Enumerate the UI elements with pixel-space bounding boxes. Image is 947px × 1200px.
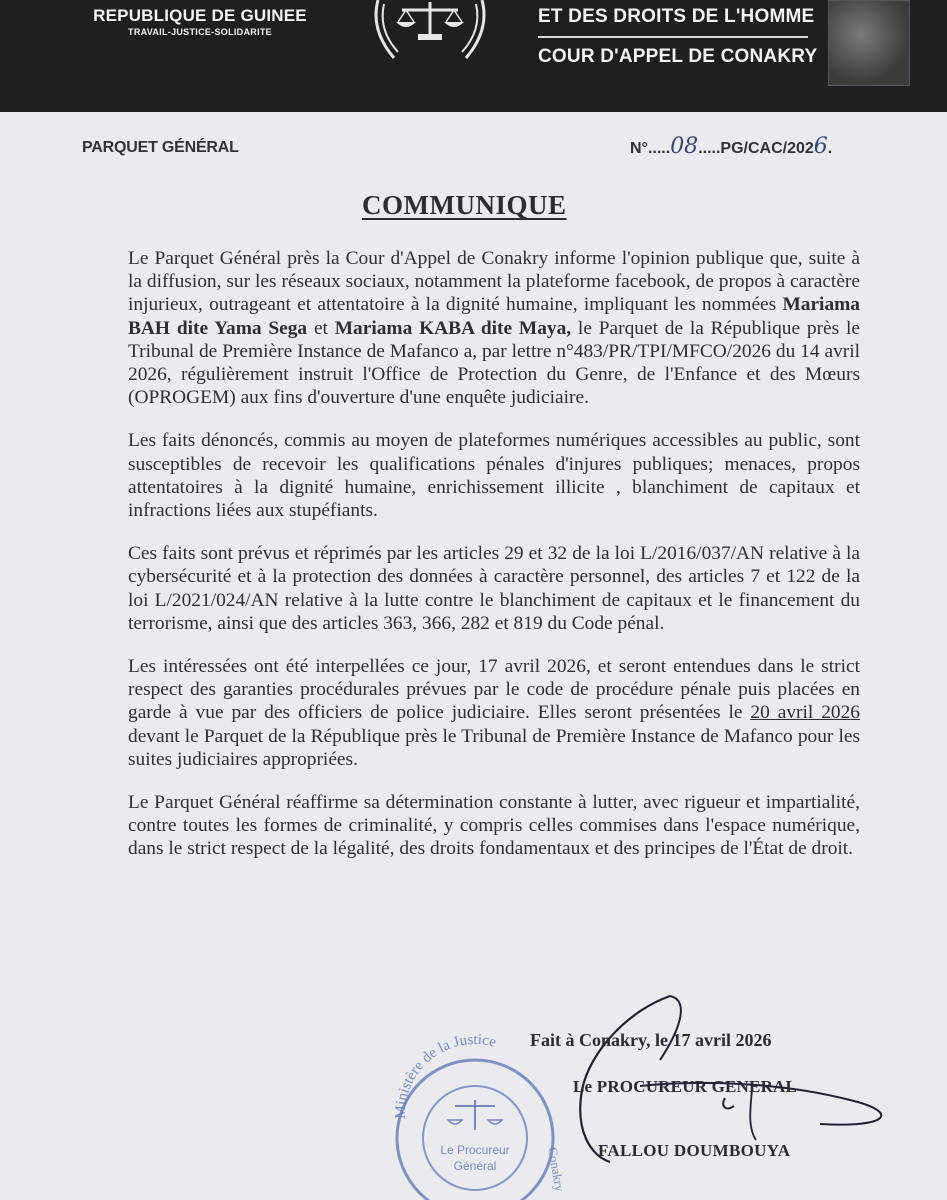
reference-code: PG/CAC/202	[720, 140, 814, 157]
paragraph-4	[128, 655, 860, 771]
stamp-side-text: Conakry	[545, 1145, 568, 1193]
handwritten-signature	[520, 990, 920, 1162]
person-name-1: Mariama BAH dite Yama Sega	[128, 294, 860, 339]
reference-number	[630, 134, 832, 159]
paragraph-1-text-end: le Parquet de la République près le Tribunal de Première Instance de Mafanco a, par lettre n°483/PR/TPI/MFCO/2026 du 14 avril 2026, régulièrement instruit l'Office de Protection du Genre, de l'Enfance et des Mœurs (OPROGEM) aux fins d'ouverture d'une enquête judiciaire.	[128, 317, 860, 409]
hearing-date: 20 avril 2026	[750, 702, 860, 724]
paragraph-1-text: Le Parquet Général près la Cour d'Appel de Conakry informe l'opinion publique que, suite à la diffusion, sur les réseaux sociaux, notamment la plateforme facebook, de propos à caractère injurieux, outrageant et attentatoire à la dignité humaine, impliquant les nommées	[128, 248, 860, 316]
letterhead-institution-block	[538, 6, 838, 68]
paragraph-1-joiner: et	[307, 317, 335, 339]
reference-handwritten-year: 6	[813, 134, 828, 159]
letterhead-band	[0, 0, 947, 112]
reference-dots: .	[827, 140, 833, 157]
issuing-office: PARQUET GÉNÉRAL	[82, 139, 239, 156]
scales-of-justice-emblem-icon	[360, 0, 500, 68]
paragraph-3: Ces faits sont prévus et réprimés par les articles 29 et 32 de la loi L/2016/037/AN relative à la cybersécurité et à la protection des données à caractère personnel, des articles 7 et 122 de la loi L/2021/024/AN relative à la lutte contre le blanchiment de capitaux et le financement du terrorisme, ainsi que des articles 363, 366, 282 et 819 du Code pénal.	[128, 543, 860, 634]
country-name: REPUBLIQUE DE GUINEE	[93, 6, 307, 25]
person-name-2: Mariama KABA dite Maya,	[334, 317, 572, 339]
stamp-inner-text-2: Général	[453, 1159, 497, 1173]
stamp-ring-text: Ministère de la Justice	[392, 1031, 498, 1119]
reference-dots: .....	[647, 140, 671, 157]
paragraph-4-text: Les intéressées ont été interpellées ce jour, 17 avril 2026, et seront entendues dans le strict respect des garanties procédurales prévues par le code de procédure pénale puis placées en garde à vue par des officiers de police judiciaire. Elles seront présentées le	[128, 656, 860, 724]
letterhead-photo	[828, 0, 910, 86]
national-motto: TRAVAIL-JUSTICE-SOLIDARITE	[128, 27, 272, 37]
signatory-name: FALLOU DOUMBOUYA	[598, 1141, 791, 1160]
reference-prefix: N°	[630, 140, 648, 157]
ministry-name: ET DES DROITS DE L'HOMME	[538, 6, 815, 27]
letterhead-divider	[538, 36, 808, 38]
document-title: COMMUNIQUE	[362, 190, 567, 220]
place-and-date: Fait à Conakry, le 17 avril 2026	[530, 1030, 772, 1050]
paragraph-2: Les faits dénoncés, commis au moyen de plateformes numériques accessibles au public, sont susceptibles de recevoir les qualifications pénales d'injures publiques; menaces, propos attentatoires à la dignité humaine, enrichissement illicite , blanchiment de capitaux et infractions liées aux stupéfiants.	[128, 430, 860, 522]
reference-handwritten-number: 08	[670, 134, 699, 159]
court-name: COUR D'APPEL DE CONAKRY	[538, 46, 818, 67]
communique-body	[128, 247, 860, 881]
stamp-inner-text-1: Le Procureur	[440, 1143, 510, 1157]
paragraph-4-text-end: devant le Parquet de la République près le Tribunal de Première Instance de Mafanco pour les suites judiciaires appropriées.	[128, 725, 860, 770]
reference-dots: .....	[698, 140, 721, 157]
paragraph-1	[128, 247, 860, 409]
letterhead-country-block	[70, 6, 330, 37]
signatory-role: Le PROCUREUR GENERAL	[573, 1077, 798, 1096]
paragraph-5: Le Parquet Général réaffirme sa détermination constante à lutter, avec rigueur et impartialité, contre toutes les formes de criminalité, y compris celles commises dans l'espace numérique, dans le strict respect de la légalité, des droits fondamentaux et des principes de l'État de droit.	[128, 792, 860, 860]
